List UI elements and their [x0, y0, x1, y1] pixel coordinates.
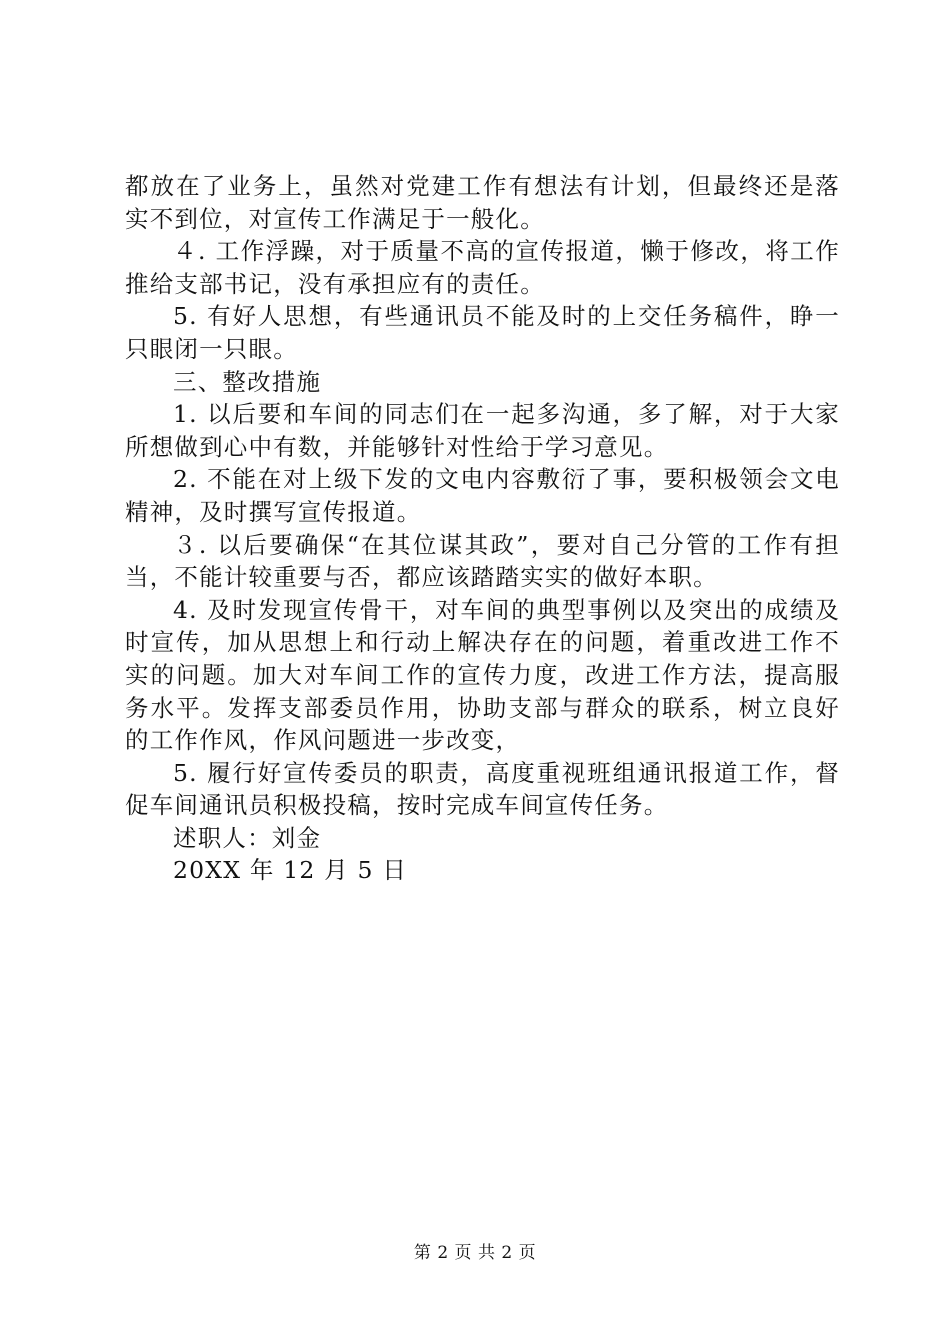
signature-line: 述职人：刘金 — [173, 823, 322, 852]
page-footer: 第 2 页 共 2 页 — [413, 1243, 537, 1263]
date-line: 20XX 年 12 月 5 日 — [173, 856, 408, 885]
paragraph-measure-3: ３. 以后要确保“在其位谋其政”，要对自己分管的工作有担当，不能计较重要与否，都应该踏踏实实的做好本职。 — [125, 530, 840, 592]
paragraph-measure-5: 5. 履行好宣传委员的职责，高度重视班组通讯报道工作，督促车间通讯员积极投稿，按时完成车间宣传任务。 — [125, 758, 840, 820]
paragraph-item-5-problem: 5. 有好人思想，有些通讯员不能及时的上交任务稿件，睁一只眼闭一只眼。 — [125, 302, 840, 363]
section-heading-rectification: 三、整改措施 — [173, 367, 322, 396]
document-body — [125, 170, 840, 887]
paragraph-measure-1: 1. 以后要和车间的同志们在一起多沟通，多了解，对于大家所想做到心中有数，并能够针对性给于学习意见。 — [125, 400, 840, 461]
paragraph-item-4-problem: ４. 工作浮躁，对于质量不高的宣传报道，懒于修改，将工作推给支部书记，没有承担应有的责任。 — [125, 237, 840, 298]
paragraph-measure-4: 4. 及时发现宣传骨干，对车间的典型事例以及突出的成绩及时宣传，加从思想上和行动上解决存在的问题，着重改进工作不实的问题。加大对车间工作的宣传力度，改进工作方法，提高服务水平。发挥支部委员作用，协助支部与群众的联系，树立良好的工作作风，作风问题进一步改变， — [125, 595, 840, 755]
paragraph-continuation: 都放在了业务上，虽然对党建工作有想法有计划，但最终还是落实不到位，对宣传工作满足于一般化。 — [125, 172, 840, 233]
paragraph-measure-2: 2. 不能在对上级下发的文电内容敷衍了事，要积极领会文电精神，及时撰写宣传报道。 — [125, 465, 840, 526]
